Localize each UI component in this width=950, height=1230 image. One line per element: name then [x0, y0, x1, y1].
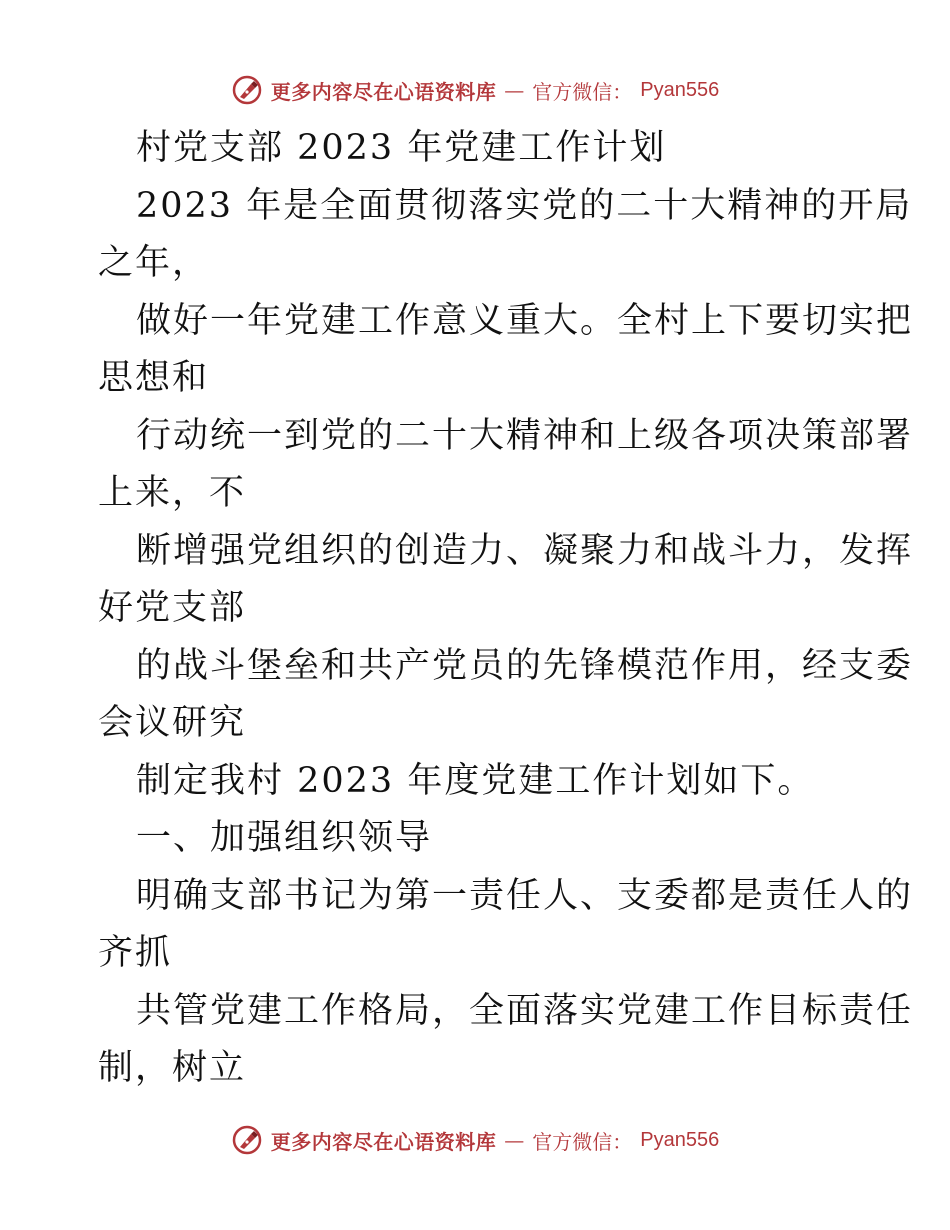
- document-line: 断增强党组织的创造力、凝聚力和战斗力，发挥: [136, 530, 914, 571]
- document-line: 上来，不: [98, 473, 247, 513]
- pen-nib-logo-icon: [231, 74, 263, 106]
- document-body: [98, 120, 914, 1098]
- banner-wechat-id: Pyan556: [640, 1128, 720, 1151]
- document-line: 制，树立: [98, 1048, 247, 1088]
- document-line: 制定我村 2023 年度党建工作计划如下。: [136, 760, 815, 801]
- pen-nib-logo-icon: [231, 1124, 263, 1156]
- document-title: 村党支部 2023 年党建工作计划: [136, 128, 667, 168]
- banner-main-text: 更多内容尽在心语资料库: [270, 79, 497, 104]
- banner-main-text: 更多内容尽在心语资料库: [270, 1129, 497, 1154]
- document-line: 一、加强组织领导: [136, 818, 433, 858]
- footer-banner: [0, 1120, 950, 1160]
- banner-wechat-id: Pyan556: [640, 78, 720, 101]
- document-line: 做好一年党建工作意义重大。全村上下要切实把: [136, 300, 914, 341]
- document-line: 之年，: [98, 243, 210, 283]
- document-line: 的战斗堡垒和共产党员的先锋模范作用，经支委: [136, 645, 914, 686]
- document-line: 会议研究: [98, 703, 247, 743]
- header-banner: [0, 70, 950, 110]
- banner-dash: —: [504, 1128, 525, 1152]
- document-line: 好党支部: [98, 588, 247, 628]
- document-line: 明确支部书记为第一责任人、支委都是责任人的: [136, 875, 914, 916]
- document-line: 齐抓: [98, 933, 173, 973]
- document-line: 行动统一到党的二十大精神和上级各项决策部署: [136, 415, 914, 456]
- document-line: 思想和: [98, 358, 210, 398]
- banner-wechat-label: 官方微信：: [532, 79, 633, 104]
- banner-wechat-label: 官方微信：: [532, 1129, 633, 1154]
- banner-dash: —: [504, 78, 525, 102]
- document-line: 2023 年是全面贯彻落实党的二十大精神的开局: [136, 185, 913, 226]
- document-line: 共管党建工作格局，全面落实党建工作目标责任: [136, 990, 914, 1031]
